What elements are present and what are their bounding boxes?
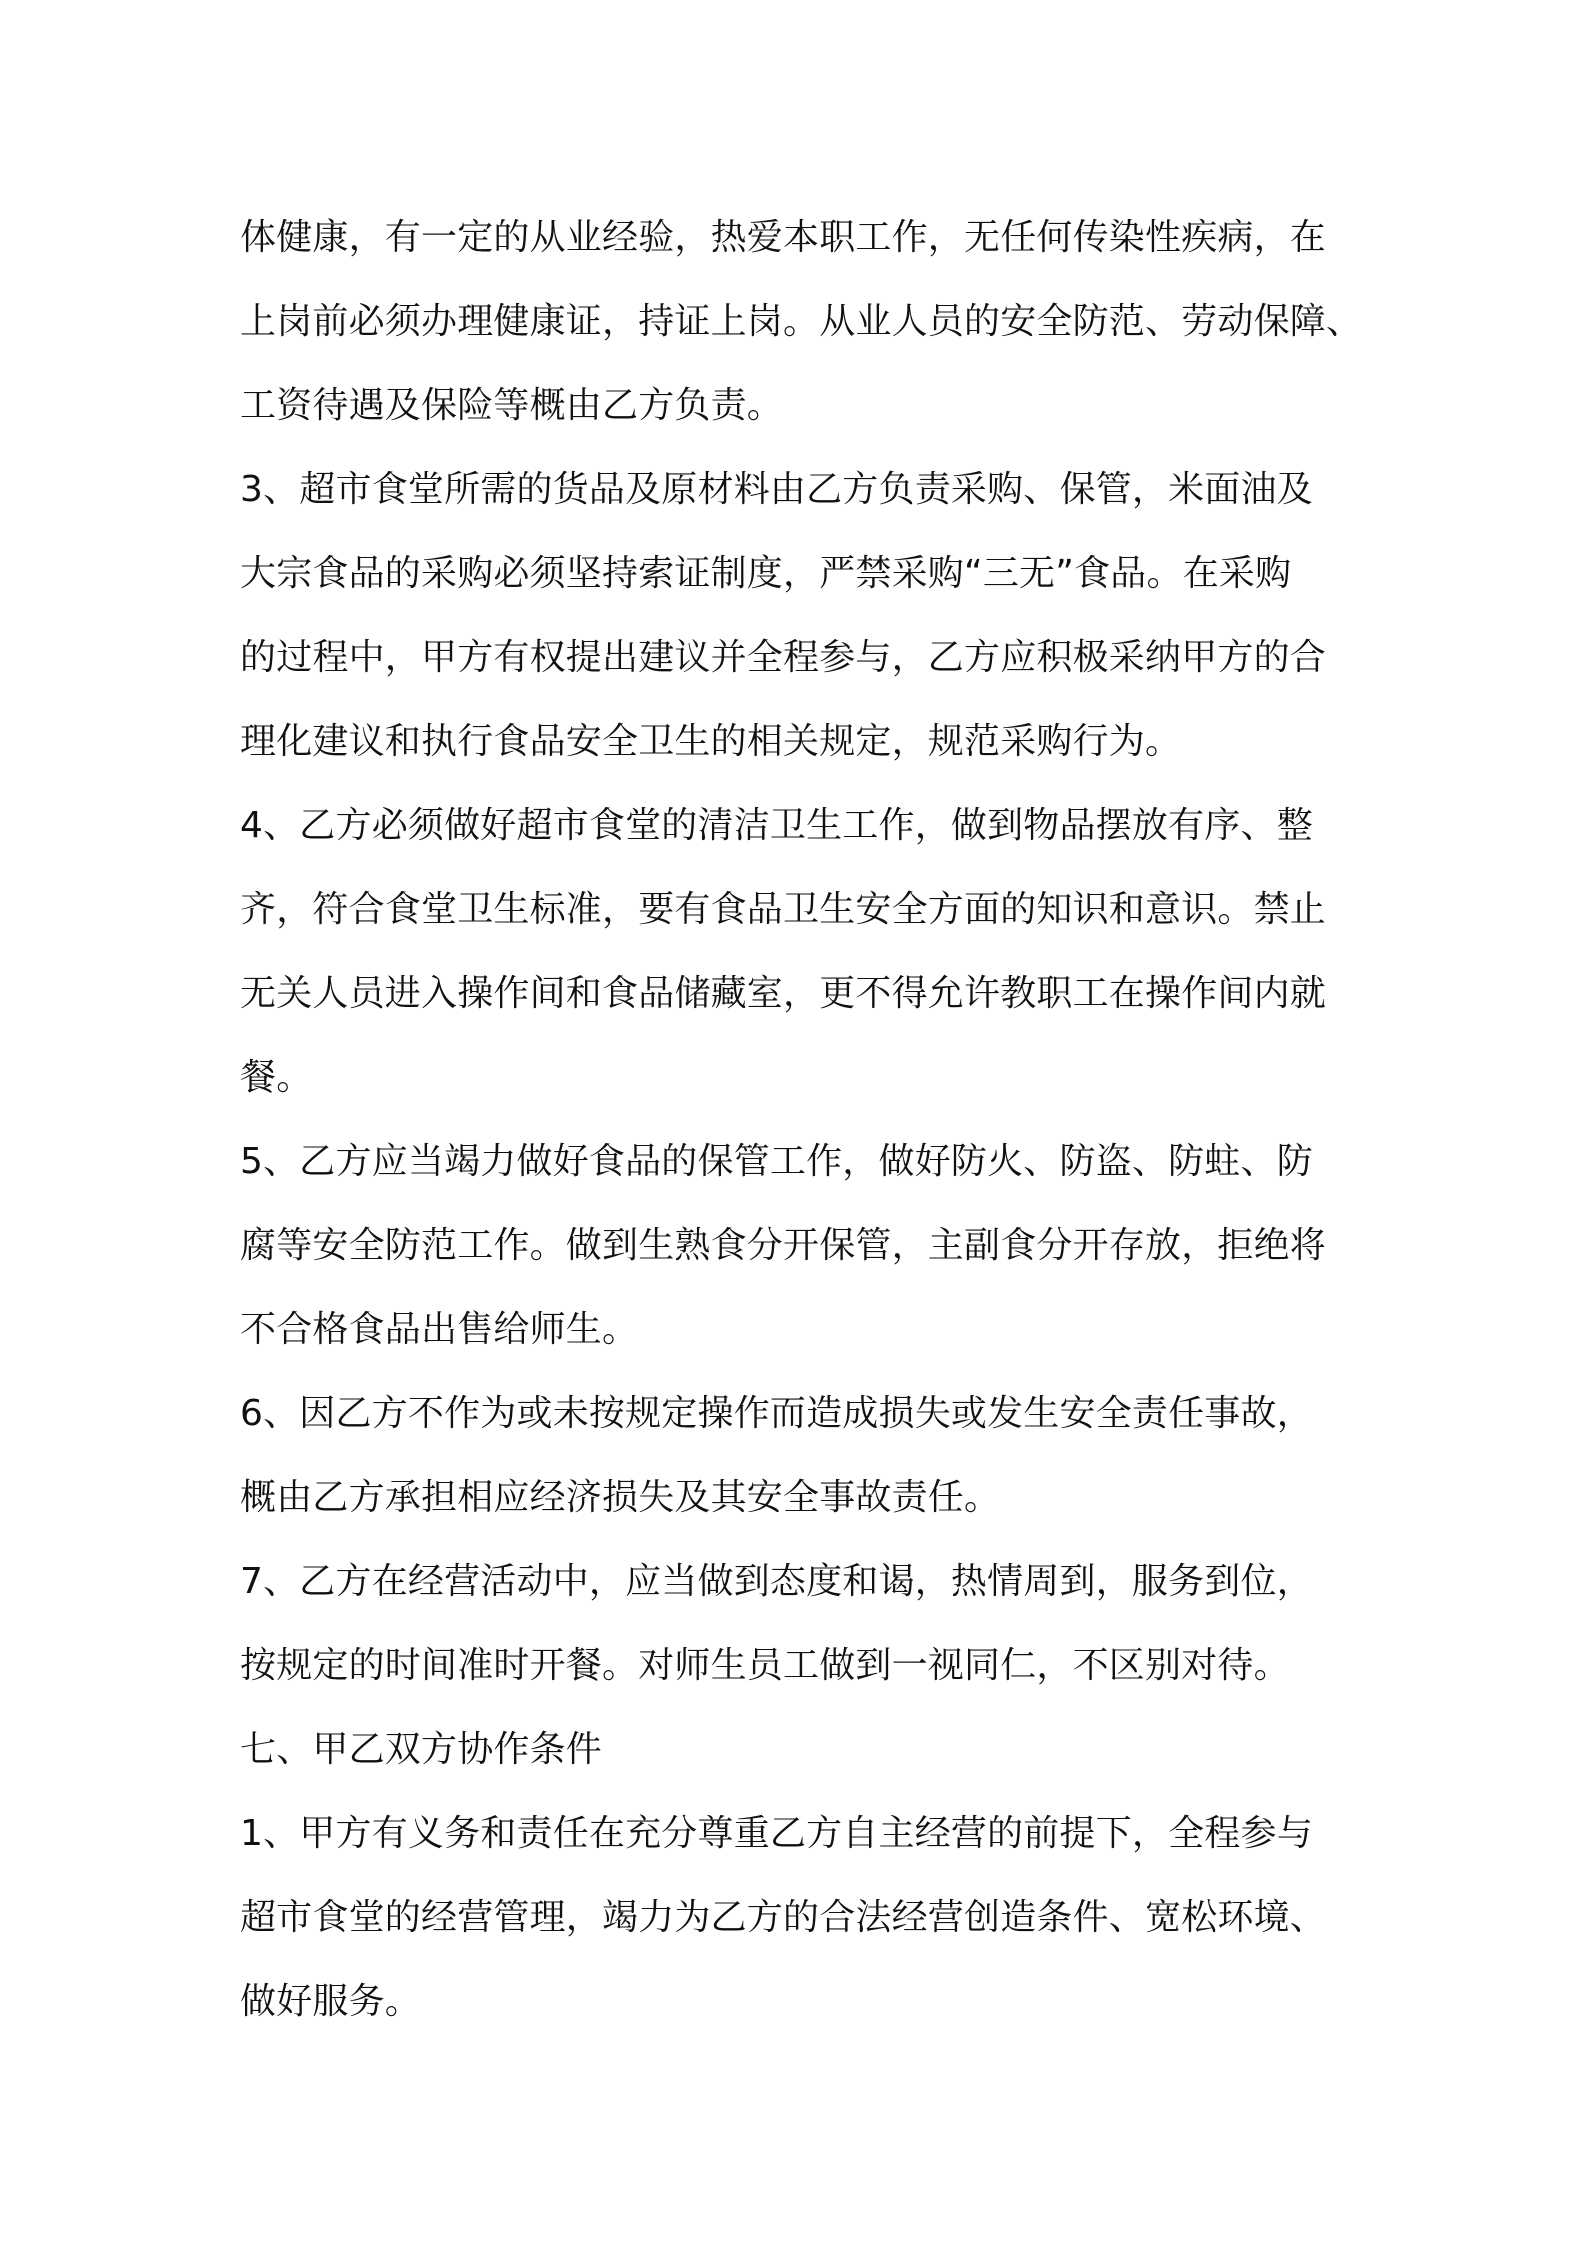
paragraph-staff-health — [240, 196, 1363, 448]
text-line: 概由乙方承担相应经济损失及其安全事故责任。 — [240, 1477, 1001, 1518]
text-line: 大宗食品的采购必须坚持索证制度，严禁采购“三无”食品。在采购 — [240, 553, 1292, 594]
text-line: 上岗前必须办理健康证，持证上岗。从业人员的安全防范、劳动保障、 — [240, 301, 1363, 342]
text-line: 无关人员进入操作间和食品储藏室，更不得允许教职工在操作间内就 — [240, 973, 1327, 1014]
text-line: 齐，符合食堂卫生标准，要有食品卫生安全方面的知识和意识。禁止 — [240, 889, 1327, 930]
text-line: 3、超市食堂所需的货品及原材料由乙方负责采购、保管，米面油及 — [240, 469, 1313, 510]
paragraph-item-7 — [240, 1540, 1350, 1708]
text-line: 理化建议和执行食品安全卫生的相关规定，规范采购行为。 — [240, 721, 1182, 762]
text-line: 的过程中，甲方有权提出建议并全程参与，乙方应积极采纳甲方的合 — [240, 637, 1327, 678]
paragraph-item-4 — [240, 784, 1350, 1120]
text-line: 7、乙方在经营活动中，应当做到态度和谒，热情周到，服务到位， — [240, 1561, 1313, 1602]
text-line: 5、乙方应当竭力做好食品的保管工作，做好防火、防盗、防蛀、防 — [240, 1141, 1313, 1182]
document-body — [240, 196, 1363, 2044]
text-line: 腐等安全防范工作。做到生熟食分开保管，主副食分开存放，拒绝将 — [240, 1225, 1327, 1266]
text-line: 做好服务。 — [240, 1981, 422, 2022]
paragraph-cooperation-item-1 — [240, 1792, 1350, 2044]
text-line: 6、因乙方不作为或未按规定操作而造成损失或发生安全责任事故， — [240, 1393, 1313, 1434]
text-line: 不合格食品出售给师生。 — [240, 1309, 639, 1350]
paragraph-item-3 — [240, 448, 1350, 784]
text-line: 工资待遇及保险等概由乙方负责。 — [240, 385, 784, 426]
section-heading: 七、甲乙双方协作条件 — [240, 1729, 603, 1770]
text-line: 1、甲方有义务和责任在充分尊重乙方自主经营的前提下，全程参与 — [240, 1813, 1313, 1854]
text-line: 4、乙方必须做好超市食堂的清洁卫生工作，做到物品摆放有序、整 — [240, 805, 1313, 846]
paragraph-item-6 — [240, 1372, 1350, 1540]
paragraph-item-5 — [240, 1120, 1350, 1372]
text-line: 体健康，有一定的从业经验，热爱本职工作，无任何传染性疾病，在 — [240, 217, 1327, 258]
text-line: 按规定的时间准时开餐。对师生员工做到一视同仁，不区别对待。 — [240, 1645, 1290, 1686]
text-line: 餐。 — [240, 1057, 313, 1098]
section-heading-cooperation — [240, 1708, 1350, 1792]
text-line: 超市食堂的经营管理，竭力为乙方的合法经营创造条件、宽松环境、 — [240, 1897, 1327, 1938]
